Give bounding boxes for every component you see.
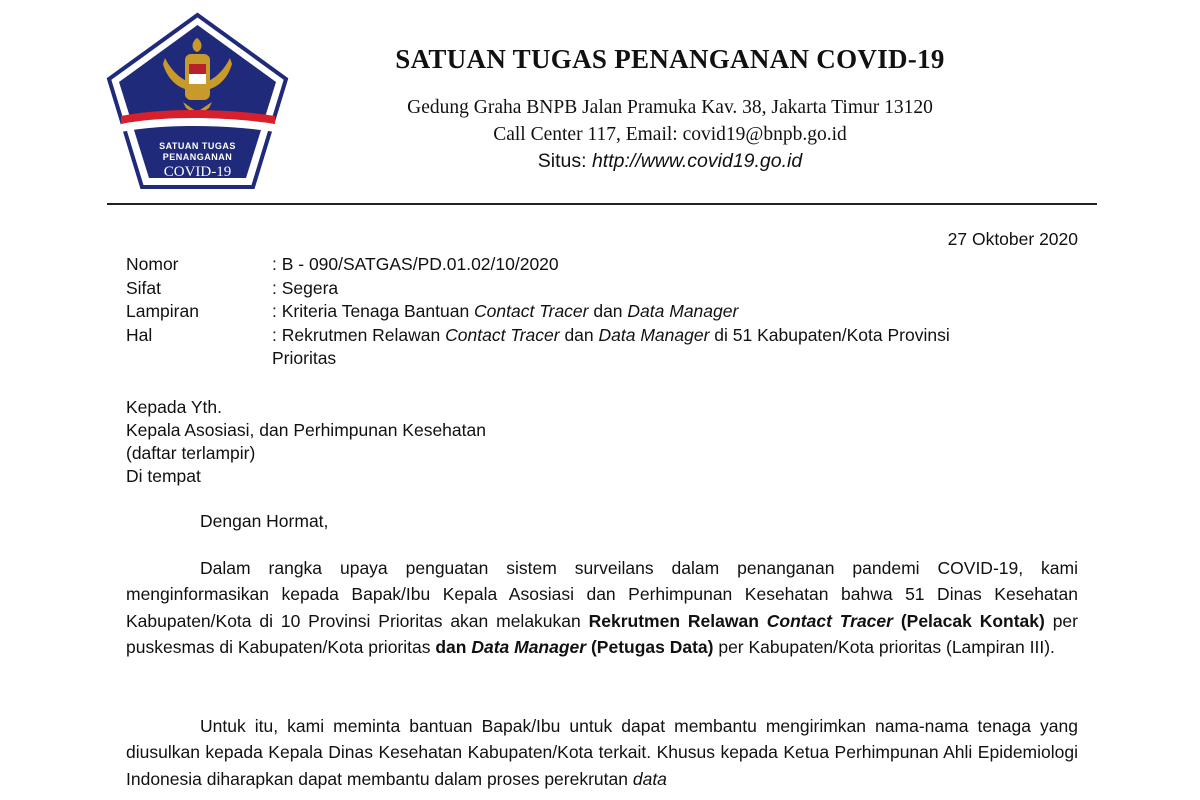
letter-date: 27 Oktober 2020	[947, 229, 1078, 249]
meta-label: Sifat	[126, 277, 162, 298]
text-run: : Rekrutmen Relawan	[272, 324, 446, 345]
site-url-link[interactable]: http://www.covid19.go.id	[591, 150, 803, 172]
text-run-bold: (Pelacak Kontak)	[900, 610, 1045, 631]
body-paragraph-2	[126, 713, 1078, 792]
letterhead-address: Gedung Graha BNPB Jalan Pramuka Kav. 38, Jakarta Timur 13120	[407, 97, 933, 118]
letterhead-title: SATUAN TUGAS PENANGANAN COVID-19	[395, 44, 945, 74]
text-run-italic: Data Manager	[627, 301, 739, 321]
text-run-italic: data	[632, 768, 667, 789]
logo-text-line3: COVID-19	[163, 164, 232, 180]
meta-label: Hal	[126, 324, 153, 345]
text-run: : Kriteria Tenaga Bantuan	[272, 301, 475, 321]
text-run: Dalam rangka upaya penguatan sistem surveilans dalam penanganan pandemi COVID-19, kami menginformasikan kepada Bapak/Ibu Kepala Asosiasi dan Perhimpunan Kesehatan bahwa 51 Dinas Kesehatan Kabupaten/Kota di 10 Provinsi Prioritas akan melakukan	[126, 558, 1078, 631]
recipient-line: (daftar terlampir)	[126, 443, 256, 463]
text-run: Prioritas	[272, 348, 337, 368]
letter-meta	[126, 253, 1086, 371]
meta-value	[272, 324, 1086, 371]
text-run-italic: Contact Tracer	[474, 301, 589, 321]
meta-label: Lampiran	[126, 301, 199, 321]
body-paragraph-1	[126, 555, 1078, 660]
letterhead	[300, 44, 1040, 175]
meta-lampiran	[126, 300, 1086, 324]
text-run-italic: Contact Tracer	[445, 324, 560, 345]
satgas-covid19-logo	[105, 12, 290, 190]
text-run: di 51 Kabupaten/Kota Provinsi	[709, 324, 950, 345]
letterhead-site	[300, 148, 1040, 175]
meta-nomor	[126, 253, 1086, 277]
logo-text-line1: SATUAN TUGAS	[159, 141, 236, 151]
text-run: Untuk itu, kami meminta bantuan Bapak/Ibu untuk dapat membantu mengirimkan nama-nama tenaga yang diusulkan kepada Kepala Dinas Kesehatan Kabupaten/Kota terkait. Khusus kepada Ketua Perhimpunan Ahli Epidemiologi Indonesia diharapkan dapat membantu dalam proses perekrutan	[126, 716, 1078, 789]
meta-value: : B - 090/SATGAS/PD.01.02/10/2020	[272, 254, 559, 274]
site-label: Situs:	[537, 150, 592, 172]
meta-sifat	[126, 277, 1086, 301]
text-run-italic: Data Manager	[598, 324, 710, 345]
text-run-bold-italic: Contact Tracer	[766, 610, 893, 631]
meta-hal	[126, 324, 1086, 371]
text-run-bold: (Petugas Data)	[586, 636, 714, 657]
meta-value	[272, 300, 1086, 324]
text-run: per Kabupaten/Kota prioritas (Lampiran III).	[713, 636, 1055, 657]
text-run: dan	[588, 301, 628, 321]
greeting: Dengan Hormat,	[200, 511, 329, 531]
recipient-line: Kepada Yth.	[126, 397, 223, 417]
letterhead-divider	[107, 203, 1097, 205]
recipient-address	[126, 396, 486, 488]
text-run: per puskesmas di Kabupaten/Kota prioritas	[126, 610, 1078, 657]
text-run-bold: dan	[435, 636, 472, 657]
recipient-line: Di tempat	[126, 466, 201, 486]
recipient-line: Kepala Asosiasi, dan Perhimpunan Kesehatan	[126, 420, 486, 440]
text-run: dan	[559, 324, 599, 345]
logo-text-line2: PENANGANAN	[162, 152, 233, 162]
meta-value: : Segera	[272, 277, 339, 298]
letterhead-contact: Call Center 117, Email: covid19@bnpb.go.id	[493, 124, 847, 145]
text-run-bold-italic: Data Manager	[471, 636, 587, 657]
text-run-bold: Rekrutmen Relawan	[588, 610, 767, 631]
meta-label: Nomor	[126, 254, 179, 274]
